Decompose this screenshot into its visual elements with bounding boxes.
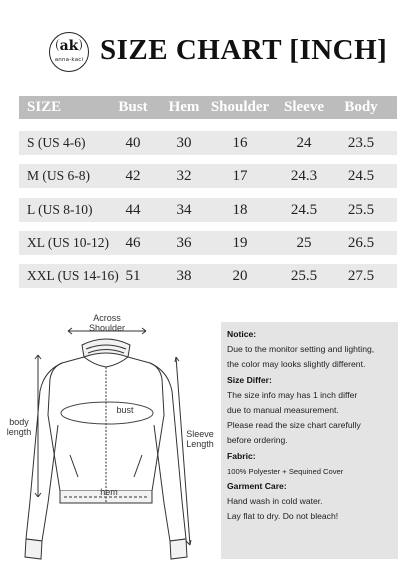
table-cell-body: 24.5 xyxy=(347,168,375,184)
table-row xyxy=(19,198,397,222)
size-differ-text: due to manual measurement. xyxy=(227,405,339,416)
table-cell-bust: 44 xyxy=(125,202,141,218)
body-length-label: body length xyxy=(6,417,32,437)
notice-text: Due to the monitor setting and lighting, xyxy=(227,344,375,355)
table-row xyxy=(19,231,397,255)
table-row xyxy=(19,264,397,288)
size-differ-text: The size info may has 1 inch differ xyxy=(227,389,358,400)
table-cell-size: XL (US 10-12) xyxy=(27,235,109,250)
table-cell-bust: 51 xyxy=(125,268,141,284)
table-cell-size: S (US 4-6) xyxy=(27,135,86,150)
column-header-bust: Bust xyxy=(118,99,148,115)
table-cell-hem: 32 xyxy=(176,168,192,184)
table-cell-hem: 36 xyxy=(176,235,192,251)
bust-label: bust xyxy=(116,405,134,415)
column-header-hem: Hem xyxy=(168,99,200,115)
hem-label: hem xyxy=(100,487,118,497)
size-differ-text: before ordering. xyxy=(227,435,288,446)
size-differ-text: Please read the size chart carefully xyxy=(227,420,361,431)
column-header-shoulder: Shoulder xyxy=(210,99,270,115)
table-cell-body: 27.5 xyxy=(347,268,375,284)
column-header-body: Body xyxy=(344,99,378,115)
table-cell-size: XXL (US 14-16) xyxy=(27,268,119,283)
table-cell-sleeve: 25.5 xyxy=(290,268,318,284)
table-cell-size: L (US 8-10) xyxy=(27,202,93,217)
measurement-diagram xyxy=(0,305,220,583)
notice-box xyxy=(221,322,398,559)
table-cell-hem: 30 xyxy=(176,135,192,151)
table-row xyxy=(19,164,397,188)
table-cell-shoulder: 20 xyxy=(232,268,248,284)
table-cell-sleeve: 25 xyxy=(296,235,312,251)
table-cell-shoulder: 17 xyxy=(232,168,248,184)
table-cell-bust: 40 xyxy=(125,135,141,151)
garment-care-heading: Garment Care: xyxy=(227,481,287,492)
table-cell-body: 26.5 xyxy=(347,235,375,251)
table-cell-shoulder: 19 xyxy=(232,235,248,251)
table-row xyxy=(19,131,397,155)
table-cell-bust: 42 xyxy=(125,168,141,184)
fabric-text: 100% Polyester + Sequined Cover xyxy=(227,466,344,476)
table-cell-sleeve: 24 xyxy=(296,135,312,151)
table-cell-bust: 46 xyxy=(125,235,141,251)
brand-logo xyxy=(49,32,89,72)
table-cell-hem: 34 xyxy=(176,202,192,218)
garment-care-text: Lay flat to dry. Do not bleach! xyxy=(227,511,339,522)
table-cell-shoulder: 18 xyxy=(232,202,248,218)
size-differ-heading: Size Differ: xyxy=(227,374,272,385)
column-header-sleeve: Sleeve xyxy=(284,99,324,115)
across-shoulder-label: Across Shoulder xyxy=(88,313,126,333)
header xyxy=(0,24,416,80)
sleeve-length-label: Sleeve Length xyxy=(186,429,214,449)
garment-care-text: Hand wash in cold water. xyxy=(227,496,323,507)
table-cell-sleeve: 24.5 xyxy=(290,202,318,218)
table-cell-shoulder: 16 xyxy=(232,135,248,151)
table-header-row xyxy=(19,96,397,119)
table-cell-hem: 38 xyxy=(176,268,192,284)
table-cell-sleeve: 24.3 xyxy=(290,168,318,184)
table-cell-body: 23.5 xyxy=(347,135,375,151)
page-title: SIZE CHART [INCH] xyxy=(100,34,388,66)
fabric-heading: Fabric: xyxy=(227,450,256,461)
table-cell-size: M (US 6-8) xyxy=(27,168,90,183)
logo-brand-text: anna-kaci xyxy=(54,57,84,63)
table-cell-body: 25.5 xyxy=(347,202,375,218)
notice-heading: Notice: xyxy=(227,329,257,339)
notice-text: the color may looks slightly different. xyxy=(227,359,366,370)
logo-glyph: ak xyxy=(59,38,79,54)
column-header-size: SIZE xyxy=(27,99,62,115)
